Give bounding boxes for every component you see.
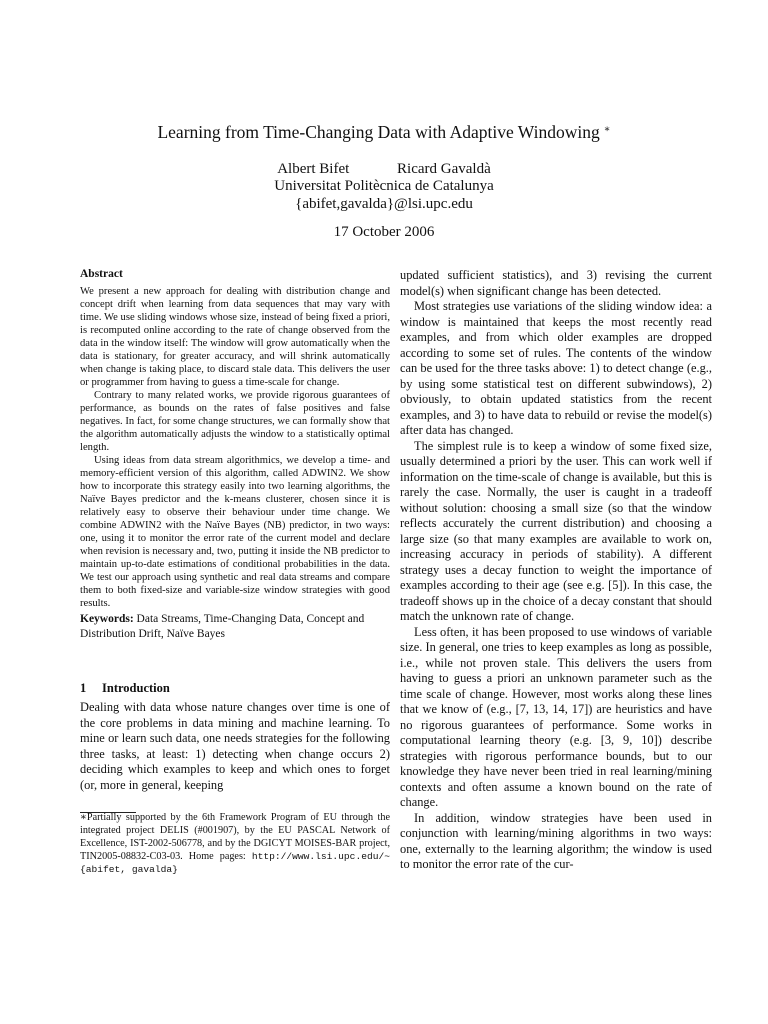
body-paragraph: In addition, window strategies have been used in conjunction with learning/mining algorithms in two ways: one, externally to the learning algorithm; the window is used to monitor the error rate of the cur-: [400, 810, 712, 871]
paper-title: [0, 122, 768, 143]
footnote-text: ∗Partially supported by the 6th Framework Program of EU through the integrated project DELIS (#001907), by the EU PASCAL Network of Excellence, IST-2002-506778, and by the DGICYT MOISES-BAR project, TIN2005-08832-C03-03. Home pages:: [80, 812, 390, 862]
abstract-paragraph: Contrary to many related works, we provide rigorous guarantees of performance, as bounds on the rates of false positives and false negatives. In fact, for some change structures, we can formally show that the algorithm automatically adjusts the window to a statistically optimal length.: [80, 390, 390, 453]
author-name: Albert Bifet: [277, 161, 350, 177]
footnote: [80, 811, 390, 876]
keywords-label: Keywords:: [80, 613, 134, 625]
introduction-section: [80, 700, 390, 793]
abstract-section: [80, 268, 390, 642]
keywords-list: Data Streams, Time-Changing Data, Concept and Distribution Drift, Naïve Bayes: [80, 613, 365, 640]
author-name: Ricard Gavaldà: [397, 161, 491, 177]
body-paragraph: Less often, it has been proposed to use windows of variable size. In general, one tries to keep examples as long as possible, i.e., while not proven stale. This delivers the users from having to guess a priori an unknown parameter such as the time scale of change. However, most works along these lines that we know of (e.g., [7, 13, 14, 17]) are heuristics and have no rigorous guarantees of performance. Some works in computational learning theory (e.g. [3, 9, 10]) describe strategies with rigorous performance bounds, but to our knowledge they have never been tried in real learning/mining contexts and often assume a known bound on the rate of change.: [400, 624, 712, 809]
body-paragraph: The simplest rule is to keep a window of some fixed size, usually determined a priori by the user. This can work well if information on the time-scale of change is available, but this is rarely the case. Normally, the user is caught in a tradeoff without solution: choosing a small size (so that the window reflects accurately the current distribution) and choosing a large size (so that many examples are available to work on, increasing accuracy in periods of stability). A different strategy uses a decay function to weight the importance of examples according to their age (see e.g. [5]). In this case, the tradeoff shows up in the choice of a decay constant that should match the unknown rate of change.: [400, 438, 712, 623]
paper-date: 17 October 2006: [333, 224, 435, 240]
abstract-paragraph: We present a new approach for dealing with distribution change and concept drift when learning from data sequences that may vary with time. We use sliding windows whose size, instead of being fixed a priori, is recomputed online according to the rate of change observed from the data in the window itself: The window will grow automatically when the data is stationary, for greater accuracy, and will shrink automatically when change is taking place, to discard stale data. This delivers the user or programmer from having to guess a time-scale for change.: [80, 286, 390, 388]
right-column: [400, 268, 712, 873]
affiliation: Universitat Politècnica de Catalunya: [274, 178, 494, 194]
author-emails: {abifet,gavalda}@lsi.upc.edu: [295, 196, 473, 212]
body-paragraph: updated sufficient statistics), and 3) revising the current model(s) when significant change has been detected.: [400, 268, 712, 298]
section-number: 1: [80, 681, 87, 695]
abstract-paragraph: Using ideas from data stream algorithmics, we develop a time- and memory-efficient version of this algorithm, called ADWIN2. We show how to incorporate this strategy easily into two learning algorithms, the Naïve Bayes predictor and the k-means clusterer, chosen since it is relatively easy to observe their behaviour under time change. We combine ADWIN2 with the Naïve Bayes (NB) predictor, in two ways: one, using it to monitor the error rate of the current model and declare when revision is necessary and, two, putting it inside the NB predictor to maintain up-to-date estimations of conditional probabilities in the data. We test our approach using synthetic and real data streams and compare them to both fixed-size and variable-size window strategies with good results.: [80, 455, 390, 609]
title-footnote-mark: ∗: [603, 124, 611, 135]
author-list: [0, 160, 768, 179]
section-heading-introduction: [80, 681, 390, 696]
abstract-heading: Abstract: [80, 268, 123, 280]
introduction-paragraph: Dealing with data whose nature changes over time is one of the core problems in data mining and machine learning. To mine or learn such data, one needs strategies for the following three tasks, at least: 1) detecting when change occurs 2) deciding which examples to keep and which ones to forget (or, more in general, keeping: [80, 700, 390, 792]
homepage-link[interactable]: http://www.lsi.upc.edu/~{abifet, gavalda}: [80, 851, 390, 875]
title-text: Learning from Time-Changing Data with Adaptive Windowing: [157, 122, 600, 142]
keywords: [80, 612, 390, 642]
section-title: Introduction: [102, 681, 170, 695]
body-paragraph: Most strategies use variations of the sliding window idea: a window is maintained that keeps the most recently read examples, and from which older examples are dropped according to some set of rules. The contents of the window can be used for the three tasks above: 1) to detect change (e.g., by using some statistical test on different subwindows), 2) obviously, to obtain updated statistics from the recent examples, and 3) to have data to rebuild or revise the model(s) after data has changed.: [400, 299, 712, 437]
